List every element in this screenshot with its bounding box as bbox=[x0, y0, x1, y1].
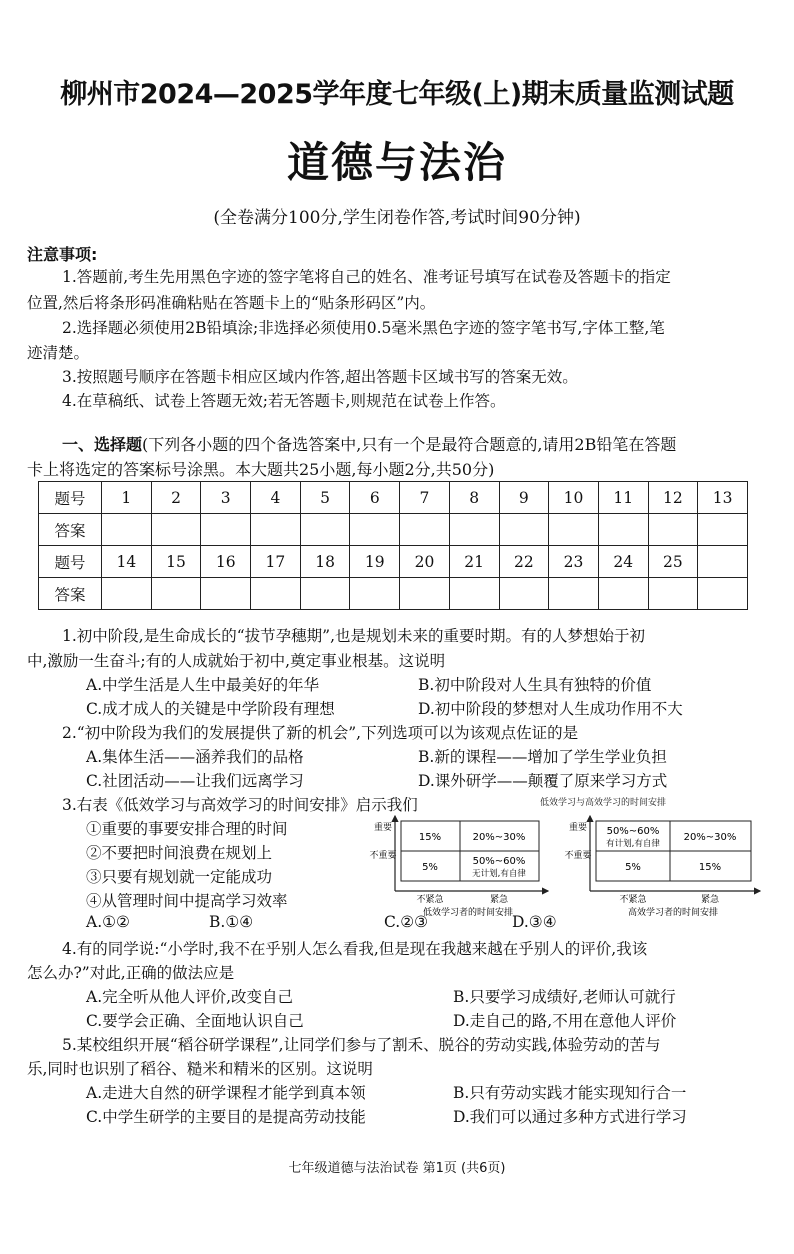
answer-cell[interactable] bbox=[151, 514, 201, 546]
q4-option-a[interactable]: A.完全听从他人评价,改变自己 bbox=[86, 988, 294, 1006]
answer-cell[interactable] bbox=[449, 578, 499, 610]
axis-urgent-label: 紧急 bbox=[489, 895, 509, 905]
table-row bbox=[39, 514, 748, 546]
answer-cell[interactable] bbox=[648, 578, 698, 610]
question-number: 24 bbox=[598, 546, 648, 578]
section-instructions-line1 bbox=[62, 432, 676, 455]
q2-option-d[interactable]: D.课外研学——颠覆了原来学习方式 bbox=[418, 772, 668, 790]
axis-urgent-label: 紧急 bbox=[700, 895, 720, 905]
q2-option-a[interactable]: A.集体生活——涵养我们的品格 bbox=[86, 748, 304, 766]
answer-cell[interactable] bbox=[350, 514, 400, 546]
question-number: 22 bbox=[499, 546, 549, 578]
question-number: 17 bbox=[251, 546, 301, 578]
question-number: 13 bbox=[698, 482, 748, 514]
notice-line: 迹清楚。 bbox=[27, 344, 90, 362]
time-arrangement-figure bbox=[368, 794, 768, 918]
answer-cell[interactable] bbox=[201, 514, 251, 546]
cell-value: 5% bbox=[625, 862, 641, 873]
answer-cell[interactable] bbox=[549, 578, 599, 610]
question-number: 15 bbox=[151, 546, 201, 578]
answer-cell[interactable] bbox=[648, 514, 698, 546]
question-number: 25 bbox=[648, 546, 698, 578]
cell-value: 20%~30% bbox=[472, 832, 526, 843]
cell-value: 20%~30% bbox=[683, 832, 737, 843]
question-number: 23 bbox=[549, 546, 599, 578]
question-number: 21 bbox=[449, 546, 499, 578]
question-number: 20 bbox=[400, 546, 450, 578]
cell-note: 无计划,有自律 bbox=[472, 869, 526, 879]
q4-option-d[interactable]: D.走自己的路,不用在意他人评价 bbox=[453, 1012, 677, 1030]
question-1-stem: 1.初中阶段,是生命成长的“拔节孕穗期”,也是规划未来的重要时期。有的人梦想始于初 bbox=[62, 627, 645, 645]
axis-not-urgent-label: 不紧急 bbox=[416, 895, 444, 905]
q5-option-c[interactable]: C.中学生研学的主要目的是提高劳动技能 bbox=[86, 1108, 366, 1126]
axis-not-important-label: 不重要 bbox=[369, 851, 397, 861]
q3-statement-4: ④从管理时间中提高学习效率 bbox=[86, 892, 288, 910]
answer-cell[interactable] bbox=[151, 578, 201, 610]
question-5-stem-cont: 乐,同时也识别了稻谷、糙米和精米的区别。这说明 bbox=[27, 1060, 373, 1078]
cell-value: 50%~60% bbox=[472, 856, 526, 867]
table-row bbox=[39, 482, 748, 514]
answer-cell[interactable] bbox=[499, 514, 549, 546]
answer-cell[interactable] bbox=[102, 578, 152, 610]
q3-statement-3: ③只要有规划就一定能成功 bbox=[86, 868, 273, 886]
q1-option-c[interactable]: C.成才成人的关键是中学阶段有理想 bbox=[86, 700, 335, 718]
q1-option-a[interactable]: A.中学生活是人生中最美好的年华 bbox=[86, 676, 320, 694]
row-label: 答案 bbox=[39, 514, 102, 546]
answer-cell[interactable] bbox=[251, 514, 301, 546]
axis-important-label: 重要 bbox=[373, 823, 393, 833]
cell-value: 5% bbox=[422, 862, 438, 873]
q4-option-c[interactable]: C.要学会正确、全面地认识自己 bbox=[86, 1012, 304, 1030]
q4-option-b[interactable]: B.只要学习成绩好,老师认可就行 bbox=[453, 988, 676, 1006]
answer-cell[interactable] bbox=[449, 514, 499, 546]
answer-cell[interactable] bbox=[251, 578, 301, 610]
question-number: 1 bbox=[102, 482, 152, 514]
q3-statement-1: ①重要的事要安排合理的时间 bbox=[86, 820, 288, 838]
question-4-stem-cont: 怎么办?”对此,正确的做法应是 bbox=[27, 964, 235, 982]
cell-value: 15% bbox=[698, 862, 722, 873]
answer-cell[interactable] bbox=[400, 578, 450, 610]
question-number: 12 bbox=[648, 482, 698, 514]
q3-option-a[interactable]: A.①② bbox=[86, 913, 130, 931]
notice-line: 1.答题前,考生先用黑色字迹的签字笔将自己的姓名、准考证号填写在试卷及答题卡的指定 bbox=[62, 268, 671, 286]
answer-cell[interactable] bbox=[400, 514, 450, 546]
notice-line: 3.按照题号顺序在答题卡相应区域内作答,超出答题卡区域书写的答案无效。 bbox=[62, 368, 578, 386]
answer-cell[interactable] bbox=[698, 578, 748, 610]
high-efficiency-matrix bbox=[564, 816, 760, 918]
question-number: 8 bbox=[449, 482, 499, 514]
table-row bbox=[39, 578, 748, 610]
table-row bbox=[39, 546, 748, 578]
question-number: 9 bbox=[499, 482, 549, 514]
question-number: 5 bbox=[300, 482, 350, 514]
question-number: 7 bbox=[400, 482, 450, 514]
axis-not-important-label: 不重要 bbox=[564, 851, 592, 861]
answer-table bbox=[38, 481, 748, 610]
row-label: 题号 bbox=[39, 546, 102, 578]
low-efficiency-matrix bbox=[369, 816, 548, 918]
cell-value: 50%~60% bbox=[606, 826, 660, 837]
answer-cell[interactable] bbox=[598, 578, 648, 610]
question-4-stem: 4.有的同学说:“小学时,我不在乎别人怎么看我,但是现在我越来越在乎别人的评价,我该 bbox=[62, 940, 648, 958]
exam-info: (全卷满分100分,学生闭卷作答,考试时间90分钟) bbox=[213, 208, 581, 228]
section-instructions-line2: 卡上将选定的答案标号涂黑。本大题共25小题,每小题2分,共50分) bbox=[27, 460, 495, 479]
section-label: 一、选择题 bbox=[62, 435, 143, 454]
exam-title: 柳州市2024—2025学年度七年级(上)期末质量监测试题 bbox=[60, 79, 734, 110]
q2-option-b[interactable]: B.新的课程——增加了学生学业负担 bbox=[418, 748, 667, 766]
question-5-stem: 5.某校组织开展“稻谷研学课程”,让同学们参与了割禾、脱谷的劳动实践,体验劳动的苦与 bbox=[62, 1036, 661, 1054]
figure-title: 低效学习与高效学习的时间安排 bbox=[539, 798, 667, 808]
notice-line: 4.在草稿纸、试卷上答题无效;若无答题卡,则规范在试卷上作答。 bbox=[62, 392, 506, 410]
question-3-stem: 3.右表《低效学习与高效学习的时间安排》启示我们 bbox=[62, 796, 418, 814]
q2-option-c[interactable]: C.社团活动——让我们远离学习 bbox=[86, 772, 304, 790]
row-label: 题号 bbox=[39, 482, 102, 514]
question-number: 14 bbox=[102, 546, 152, 578]
question-number: 6 bbox=[350, 482, 400, 514]
q3-option-c[interactable]: C.②③ bbox=[384, 913, 429, 931]
axis-important-label: 重要 bbox=[568, 823, 588, 833]
section-text: (下列各小题的四个备选答案中,只有一个是最符合题意的,请用2B铅笔在答题 bbox=[142, 435, 677, 454]
question-number: 10 bbox=[549, 482, 599, 514]
notice-line: 位置,然后将条形码准确粘贴在答题卡上的“贴条形码区”内。 bbox=[27, 294, 436, 312]
question-number: 3 bbox=[201, 482, 251, 514]
question-number: 19 bbox=[350, 546, 400, 578]
q5-option-b[interactable]: B.只有劳动实践才能实现知行合一 bbox=[453, 1084, 687, 1102]
answer-cell[interactable] bbox=[499, 578, 549, 610]
cell-note: 有计划,有自律 bbox=[606, 839, 660, 849]
notice-line: 2.选择题必须使用2B铅填涂;非选择必须使用0.5毫米黑色字迹的签字笔书写,字体工整,笔 bbox=[62, 319, 665, 337]
question-1-stem-cont: 中,激励一生奋斗;有的人成就始于初中,奠定事业根基。这说明 bbox=[27, 652, 446, 670]
q3-option-b[interactable]: B.①④ bbox=[209, 913, 254, 931]
axis-not-urgent-label: 不紧急 bbox=[619, 895, 647, 905]
row-label: 答案 bbox=[39, 578, 102, 610]
answer-cell[interactable] bbox=[549, 514, 599, 546]
q5-option-a[interactable]: A.走进大自然的研学课程才能学到真本领 bbox=[86, 1084, 366, 1102]
q5-option-d[interactable]: D.我们可以通过多种方式进行学习 bbox=[453, 1108, 687, 1126]
answer-cell[interactable] bbox=[300, 578, 350, 610]
answer-cell[interactable] bbox=[350, 578, 400, 610]
notice-heading: 注意事项: bbox=[27, 245, 98, 264]
q3-option-d[interactable]: D.③④ bbox=[512, 913, 557, 931]
q3-statement-2: ②不要把时间浪费在规划上 bbox=[86, 844, 273, 862]
question-number: 4 bbox=[251, 482, 301, 514]
answer-cell[interactable] bbox=[598, 514, 648, 546]
q1-option-b[interactable]: B.初中阶段对人生具有独特的价值 bbox=[418, 676, 652, 694]
question-number: 11 bbox=[598, 482, 648, 514]
cell-value: 15% bbox=[418, 832, 442, 843]
answer-cell[interactable] bbox=[300, 514, 350, 546]
question-number: 18 bbox=[300, 546, 350, 578]
low-efficiency-caption: 低效学习者的时间安排 bbox=[422, 908, 514, 918]
high-efficiency-caption: 高效学习者的时间安排 bbox=[627, 908, 719, 918]
question-2-stem: 2.“初中阶段为我们的发展提供了新的机会”,下列选项可以为该观点佐证的是 bbox=[62, 724, 579, 742]
page-footer: 七年级道德与法治试卷 第1页 (共6页) bbox=[288, 1161, 506, 1176]
subject-title: 道德与法治 bbox=[286, 138, 507, 187]
q1-option-d[interactable]: D.初中阶段的梦想对人生成功作用不大 bbox=[418, 700, 683, 718]
answer-cell[interactable] bbox=[102, 514, 152, 546]
answer-cell[interactable] bbox=[201, 578, 251, 610]
answer-cell[interactable] bbox=[698, 514, 748, 546]
question-number: 16 bbox=[201, 546, 251, 578]
question-number: 2 bbox=[151, 482, 201, 514]
question-number bbox=[698, 546, 748, 578]
